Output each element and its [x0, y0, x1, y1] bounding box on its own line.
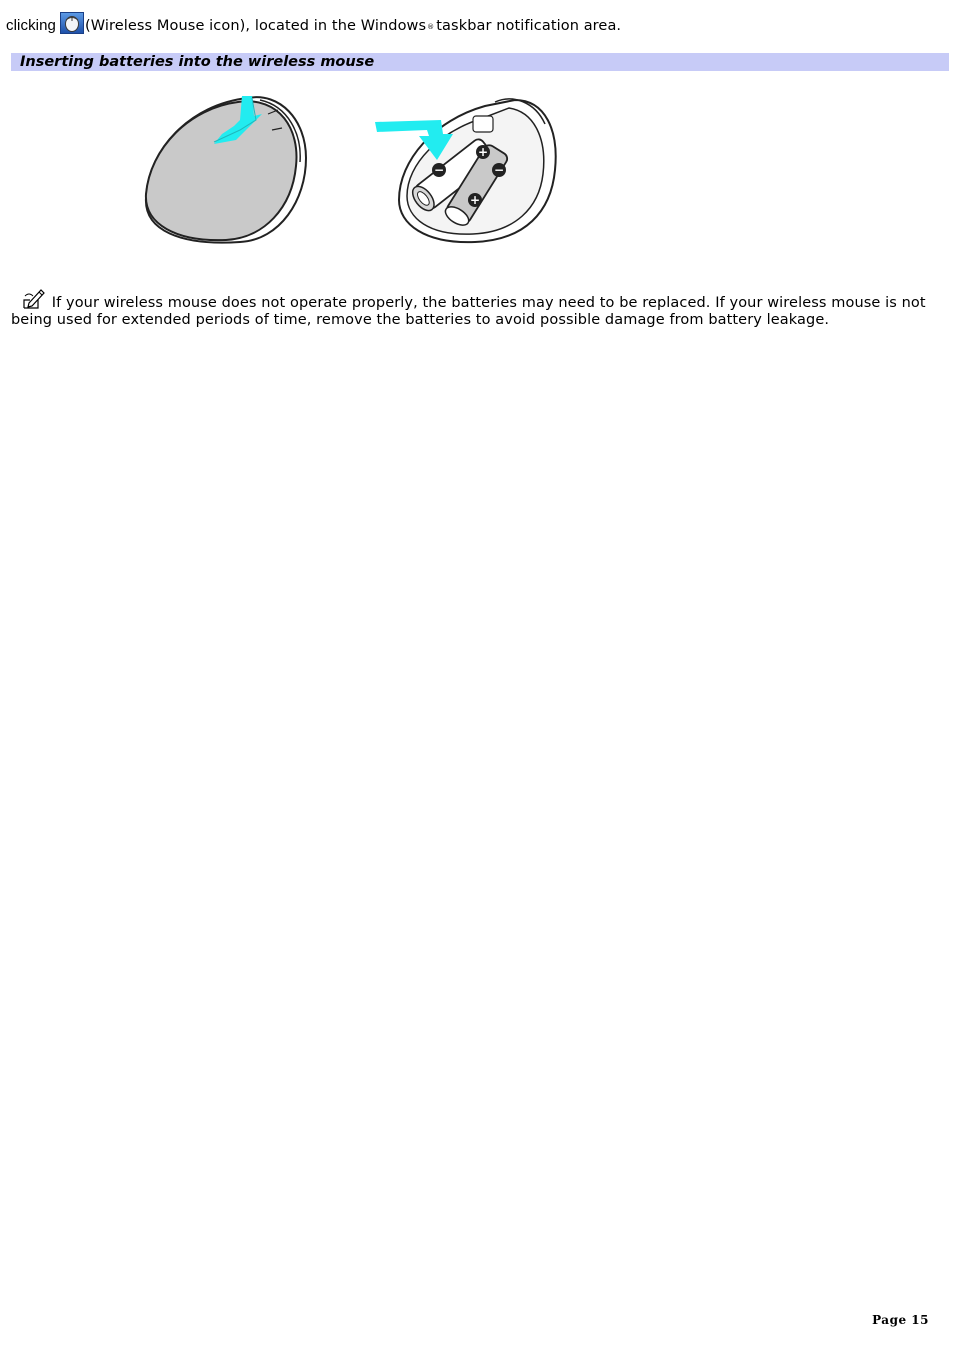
page-number: Page 15 — [872, 1313, 929, 1327]
battery-insertion-illustration — [375, 99, 556, 242]
note-paragraph — [11, 288, 941, 329]
note-pencil-icon — [21, 288, 47, 310]
intro-lead-text: clicking — [6, 17, 56, 34]
intro-line — [6, 12, 621, 37]
wireless-mouse-tray-icon — [60, 12, 84, 34]
plus-marker-1: + — [477, 145, 489, 159]
section-heading: Inserting batteries into the wireless mouse — [11, 53, 949, 71]
registered-mark: ® — [427, 23, 435, 31]
mouse-cover-removal-illustration — [146, 96, 306, 243]
minus-marker-2: − — [493, 163, 505, 177]
intro-text-part-a: (Wireless Mouse icon), located in the Windows — [84, 18, 427, 34]
intro-text-part-b: taskbar notification area. — [436, 18, 622, 34]
plus-marker-2: + — [469, 193, 481, 207]
note-text: If your wireless mouse does not operate properly, the batteries may need to be replaced. If your wireless mouse is not being used for extended periods of time, remove the batteries to avoid possible damage from battery leakage. — [11, 295, 926, 328]
battery-illustration — [140, 90, 570, 250]
minus-marker-1: − — [433, 163, 445, 177]
